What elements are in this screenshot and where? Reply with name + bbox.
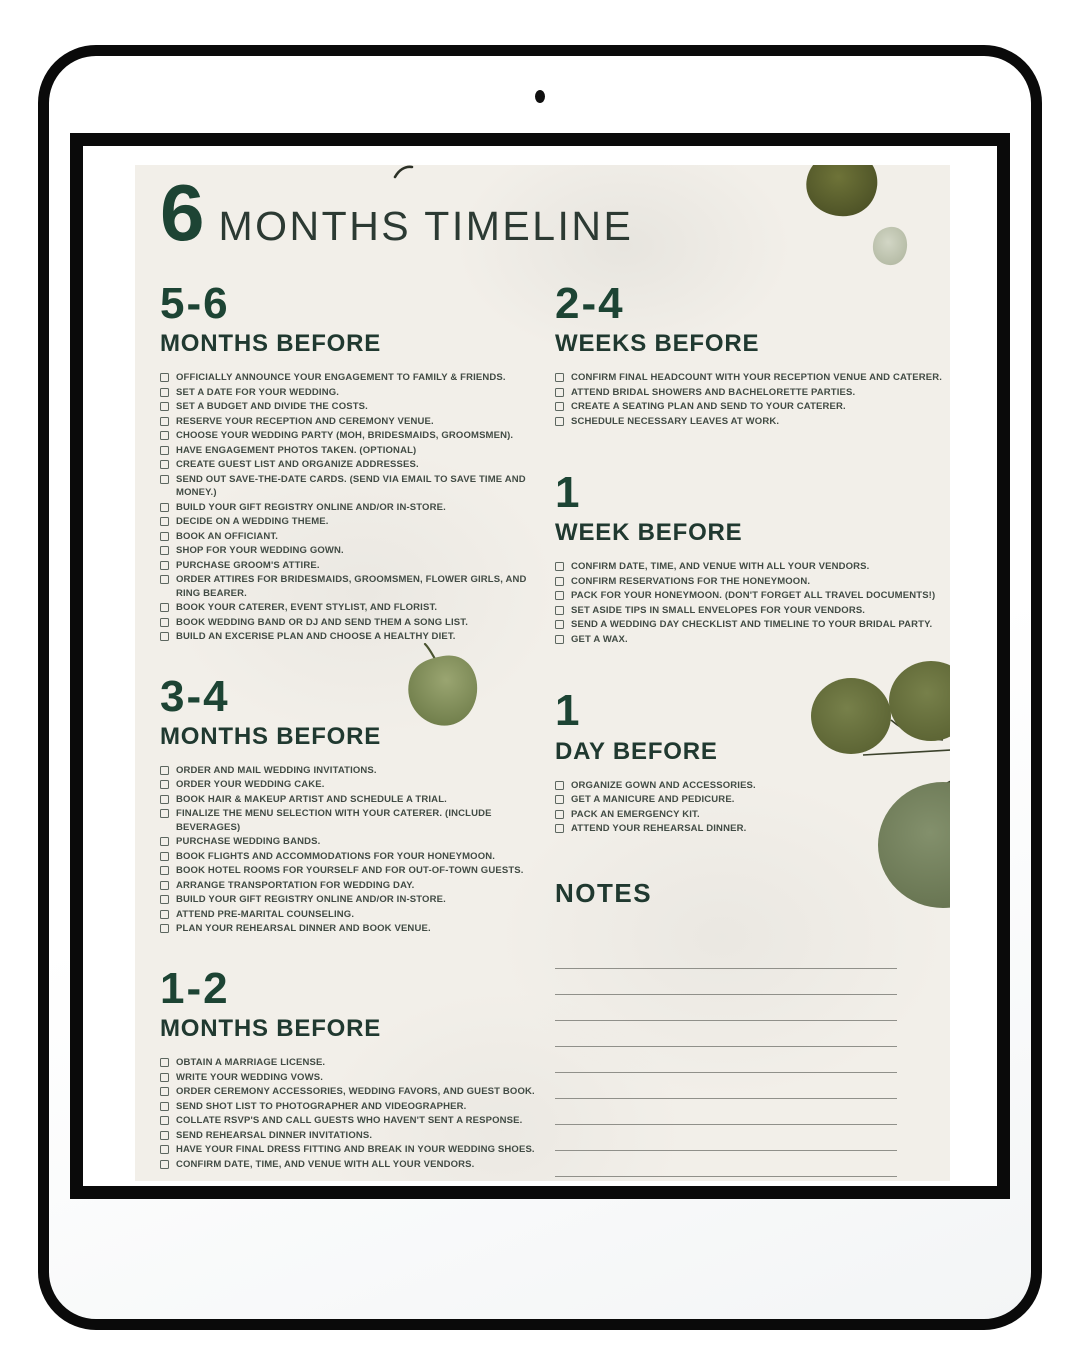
checklist-item — [555, 822, 950, 836]
checklist-item-label: BUILD YOUR GIFT REGISTRY ONLINE AND/OR IN-STORE. — [176, 894, 446, 906]
checkbox-icon[interactable] — [160, 1102, 169, 1111]
checklist-item-label: SEND REHEARSAL DINNER INVITATIONS. — [176, 1129, 373, 1141]
checkbox-icon[interactable] — [160, 532, 169, 541]
checkbox-icon[interactable] — [555, 606, 564, 615]
checkbox-icon[interactable] — [160, 373, 169, 382]
tablet-screen — [70, 133, 1010, 1199]
checkbox-icon[interactable] — [160, 1160, 169, 1169]
checkbox-icon[interactable] — [160, 388, 169, 397]
checklist-item — [160, 807, 555, 834]
checklist-item-label: WRITE YOUR WEDDING VOWS. — [176, 1071, 323, 1083]
section-3-4-months-before — [160, 671, 555, 936]
checklist-item — [160, 573, 555, 600]
checkbox-icon[interactable] — [160, 1087, 169, 1096]
notes-ruled-line — [555, 1099, 897, 1125]
checkbox-icon[interactable] — [555, 417, 564, 426]
checkbox-icon[interactable] — [555, 795, 564, 804]
checklist-item-label: HAVE ENGAGEMENT PHOTOS TAKEN. (OPTIONAL) — [176, 444, 417, 456]
checklist-item-label: BOOK FLIGHTS AND ACCOMMODATIONS FOR YOUR HONEYMOON. — [176, 850, 496, 862]
checklist-item-label: CHOOSE YOUR WEDDING PARTY (MOH, BRIDESMAIDS, GROOMSMEN). — [176, 430, 514, 442]
checkbox-icon[interactable] — [160, 1058, 169, 1067]
tablet-frame — [38, 45, 1042, 1330]
checkbox-icon[interactable] — [160, 809, 169, 818]
notes-ruled-line — [555, 943, 897, 969]
checklist-item — [555, 589, 950, 603]
notes-ruled-line — [555, 1047, 897, 1073]
checklist-item-label: SET A BUDGET AND DIVIDE THE COSTS. — [176, 401, 368, 413]
notes-ruled-line — [555, 1021, 897, 1047]
checklist-item — [555, 371, 950, 385]
section-1-day-before — [555, 688, 950, 835]
section-label: WEEKS BEFORE — [555, 330, 760, 358]
checklist-item-label: COLLATE RSVP'S AND CALL GUESTS WHO HAVEN'T SENT A RESPONSE. — [176, 1115, 523, 1127]
checklist-item-label: BOOK HOTEL ROOMS FOR YOURSELF AND FOR OUT-OF-TOWN GUESTS. — [176, 865, 524, 877]
checklist — [160, 764, 555, 936]
checkbox-icon[interactable] — [160, 1131, 169, 1140]
checklist-item-label: PURCHASE WEDDING BANDS. — [176, 836, 321, 848]
checklist-item — [160, 1071, 555, 1085]
checklist — [555, 371, 950, 428]
checkbox-icon[interactable] — [555, 562, 564, 571]
checklist-item — [160, 1085, 555, 1099]
checkbox-icon[interactable] — [160, 795, 169, 804]
checkbox-icon[interactable] — [160, 475, 169, 484]
notes-section — [555, 878, 950, 1177]
checklist-item-label: FINALIZE THE MENU SELECTION WITH YOUR CATERER. (INCLUDE BEVERAGES) — [176, 808, 492, 833]
right-column — [555, 281, 950, 1181]
section-label: MONTHS BEFORE — [160, 1015, 382, 1043]
checklist-item — [555, 618, 950, 632]
checklist-item — [160, 386, 555, 400]
section-1-2-months-before — [160, 963, 555, 1171]
checklist-item — [555, 575, 950, 589]
checkbox-icon[interactable] — [160, 1116, 169, 1125]
checklist-item — [160, 1056, 555, 1070]
checklist-item-label: BOOK AN OFFICIANT. — [176, 530, 279, 542]
checklist-item-label: BOOK YOUR CATERER, EVENT STYLIST, AND FLORIST. — [176, 602, 438, 614]
checklist-item — [555, 808, 950, 822]
section-number: 1 — [555, 468, 582, 518]
checkbox-icon[interactable] — [555, 577, 564, 586]
checkbox-icon[interactable] — [555, 388, 564, 397]
checklist-item-label: GET A WAX. — [571, 633, 628, 645]
section-2-4-weeks-before — [555, 281, 950, 428]
checklist-item — [160, 893, 555, 907]
checklist-item — [160, 530, 555, 544]
checklist-item-label: CONFIRM DATE, TIME, AND VENUE WITH ALL YOUR VENDORS. — [176, 1158, 475, 1170]
checklist-item-label: PACK AN EMERGENCY KIT. — [571, 808, 700, 820]
checklist-item — [160, 850, 555, 864]
checklist-item-label: SCHEDULE NECESSARY LEAVES AT WORK. — [571, 415, 780, 427]
checkbox-icon[interactable] — [555, 781, 564, 790]
checklist-item — [160, 922, 555, 936]
section-label: MONTHS BEFORE — [160, 722, 382, 750]
section-label: WEEK BEFORE — [555, 519, 743, 547]
checklist-item-label: CREATE GUEST LIST AND ORGANIZE ADDRESSES. — [176, 459, 419, 471]
checklist-item — [160, 544, 555, 558]
checklist-item — [160, 601, 555, 615]
checklist-item — [160, 879, 555, 893]
checklist-item-label: SHOP FOR YOUR WEDDING GOWN. — [176, 545, 344, 557]
checklist-item-label: ATTEND BRIDAL SHOWERS AND BACHELORETTE PARTIES. — [571, 386, 856, 398]
checkbox-icon[interactable] — [160, 431, 169, 440]
notes-lines — [555, 943, 897, 1177]
checklist-item — [160, 1114, 555, 1128]
checklist-item-label: BOOK WEDDING BAND OR DJ AND SEND THEM A SONG LIST. — [176, 616, 468, 628]
page-title — [160, 168, 950, 259]
section-number: 2-4 — [555, 279, 625, 328]
checklist-item — [555, 793, 950, 807]
checklist-item-label: ORGANIZE GOWN AND ACCESSORIES. — [571, 779, 756, 791]
checklist-item — [160, 793, 555, 807]
checkbox-icon[interactable] — [160, 780, 169, 789]
checklist-item — [160, 444, 555, 458]
section-1-week-before — [555, 470, 950, 646]
checkbox-icon[interactable] — [160, 1073, 169, 1082]
checkbox-icon[interactable] — [160, 603, 169, 612]
checklist-item-label: ORDER CEREMONY ACCESSORIES, WEDDING FAVORS, AND GUEST BOOK. — [176, 1086, 535, 1098]
checklist-item-label: ORDER AND MAIL WEDDING INVITATIONS. — [176, 764, 377, 776]
checkbox-icon[interactable] — [555, 810, 564, 819]
checklist — [555, 779, 950, 836]
notes-ruled-line — [555, 1125, 897, 1151]
checklist-item-label: SET ASIDE TIPS IN SMALL ENVELOPES FOR YOUR VENDORS. — [571, 604, 866, 616]
notes-label: NOTES — [555, 877, 653, 908]
checkbox-icon[interactable] — [160, 924, 169, 933]
checklist-item-label: ATTEND PRE-MARITAL COUNSELING. — [176, 908, 355, 920]
checklist-item-label: PACK FOR YOUR HONEYMOON. (DON'T FORGET ALL TRAVEL DOCUMENTS!) — [571, 590, 936, 602]
section-label: MONTHS BEFORE — [160, 330, 382, 358]
checklist-item-label: ATTEND YOUR REHEARSAL DINNER. — [571, 823, 747, 835]
notes-ruled-line — [555, 969, 897, 995]
checklist-item — [160, 764, 555, 778]
checklist-item-label: GET A MANICURE AND PEDICURE. — [571, 794, 735, 806]
checklist-item-label: OBTAIN A MARRIAGE LICENSE. — [176, 1057, 326, 1069]
checklist — [555, 560, 950, 646]
checklist-item-label: PLAN YOUR REHEARSAL DINNER AND BOOK VENUE. — [176, 923, 431, 935]
notes-ruled-line — [555, 995, 897, 1021]
checkbox-icon[interactable] — [160, 632, 169, 641]
checklist-item-label: HAVE YOUR FINAL DRESS FITTING AND BREAK IN YOUR WEDDING SHOES. — [176, 1144, 535, 1156]
notes-ruled-line — [555, 1151, 897, 1177]
checkbox-icon[interactable] — [160, 881, 169, 890]
section-number: 1 — [555, 686, 582, 736]
checkbox-icon[interactable] — [555, 402, 564, 411]
checklist-item-label: ORDER YOUR WEDDING CAKE. — [176, 779, 325, 791]
checklist-item — [160, 835, 555, 849]
camera-icon — [535, 90, 545, 103]
left-column — [160, 281, 555, 1181]
checklist-item — [160, 1129, 555, 1143]
checklist-item — [160, 429, 555, 443]
title-number: 6 — [160, 168, 205, 257]
checklist-item — [160, 458, 555, 472]
checklist-item-label: ARRANGE TRANSPORTATION FOR WEDDING DAY. — [176, 879, 415, 891]
checklist-item-label: CREATE A SEATING PLAN AND SEND TO YOUR CATERER. — [571, 401, 846, 413]
checklist-document — [135, 165, 950, 1181]
checkbox-icon[interactable] — [160, 503, 169, 512]
checklist-item-label: CONFIRM FINAL HEADCOUNT WITH YOUR RECEPTION VENUE AND CATERER. — [571, 372, 943, 384]
checkbox-icon[interactable] — [160, 561, 169, 570]
checklist-item — [160, 515, 555, 529]
checklist-item — [160, 501, 555, 515]
checklist-item — [160, 1143, 555, 1157]
checkbox-icon[interactable] — [555, 635, 564, 644]
checkbox-icon[interactable] — [160, 517, 169, 526]
checklist-item — [160, 616, 555, 630]
checklist-item — [160, 1158, 555, 1172]
checkbox-icon[interactable] — [555, 373, 564, 382]
checklist-item — [160, 400, 555, 414]
section-5-6-months-before — [160, 281, 555, 644]
checklist-item — [160, 630, 555, 644]
checklist-item-label: ORDER ATTIRES FOR BRIDESMAIDS, GROOMSMEN, FLOWER GIRLS, AND RING BEARER. — [176, 574, 527, 599]
section-number: 3-4 — [160, 671, 230, 721]
checklist — [160, 1056, 555, 1171]
checklist-item-label: BUILD YOUR GIFT REGISTRY ONLINE AND/OR IN-STORE. — [176, 501, 446, 513]
checkbox-icon[interactable] — [160, 575, 169, 584]
checklist-item — [555, 779, 950, 793]
checklist-item — [555, 560, 950, 574]
checklist-item-label: OFFICIALLY ANNOUNCE YOUR ENGAGEMENT TO FAMILY & FRIENDS. — [176, 372, 506, 384]
checkbox-icon[interactable] — [160, 1145, 169, 1154]
checklist-item — [555, 633, 950, 647]
checklist-item — [160, 864, 555, 878]
checklist-item-label: SEND SHOT LIST TO PHOTOGRAPHER AND VIDEOGRAPHER. — [176, 1100, 467, 1112]
section-number: 5-6 — [160, 279, 230, 328]
checkbox-icon[interactable] — [160, 460, 169, 469]
checklist-item-label: BUILD AN EXCERISE PLAN AND CHOOSE A HEALTHY DIET. — [176, 631, 456, 643]
section-label: DAY BEFORE — [555, 737, 718, 765]
checkbox-icon[interactable] — [555, 620, 564, 629]
checklist-item — [160, 908, 555, 922]
checklist-item-label: CONFIRM RESERVATIONS FOR THE HONEYMOON. — [571, 575, 811, 587]
checklist-item — [160, 778, 555, 792]
checklist-item-label: BOOK HAIR & MAKEUP ARTIST AND SCHEDULE A TRIAL. — [176, 793, 447, 805]
checklist-item — [160, 473, 555, 500]
checklist-item — [555, 400, 950, 414]
checkbox-icon[interactable] — [555, 591, 564, 600]
title-text: MONTHS TIMELINE — [218, 203, 634, 249]
checkbox-icon[interactable] — [160, 852, 169, 861]
checklist-item-label: SEND OUT SAVE-THE-DATE CARDS. (SEND VIA EMAIL TO SAVE TIME AND MONEY.) — [176, 473, 526, 499]
checklist-item — [555, 415, 950, 429]
checklist-item-label: RESERVE YOUR RECEPTION AND CEREMONY VENUE. — [176, 415, 434, 427]
checklist-item — [160, 371, 555, 385]
checklist-item — [160, 559, 555, 573]
checkbox-icon[interactable] — [160, 417, 169, 426]
checklist — [160, 371, 555, 644]
columns — [160, 281, 950, 1181]
checkbox-icon[interactable] — [160, 866, 169, 875]
checklist-item-label: DECIDE ON A WEDDING THEME. — [176, 516, 329, 528]
checklist-item-label: SET A DATE FOR YOUR WEDDING. — [176, 386, 340, 398]
checkbox-icon[interactable] — [160, 766, 169, 775]
checkbox-icon[interactable] — [160, 895, 169, 904]
checklist-item — [555, 604, 950, 618]
checklist-item-label: SEND A WEDDING DAY CHECKLIST AND TIMELINE TO YOUR BRIDAL PARTY. — [571, 619, 933, 631]
checklist-item — [555, 386, 950, 400]
notes-ruled-line — [555, 1073, 897, 1099]
checkbox-icon[interactable] — [160, 910, 169, 919]
checkbox-icon[interactable] — [160, 546, 169, 555]
checkbox-icon[interactable] — [160, 837, 169, 846]
checklist-item-label: PURCHASE GROOM'S ATTIRE. — [176, 559, 320, 571]
checklist-item-label: CONFIRM DATE, TIME, AND VENUE WITH ALL YOUR VENDORS. — [571, 561, 870, 573]
checkbox-icon[interactable] — [555, 824, 564, 833]
section-number: 1-2 — [160, 963, 230, 1013]
checkbox-icon[interactable] — [160, 618, 169, 627]
checkbox-icon[interactable] — [160, 402, 169, 411]
checkbox-icon[interactable] — [160, 446, 169, 455]
checklist-item — [160, 415, 555, 429]
checklist-item — [160, 1100, 555, 1114]
